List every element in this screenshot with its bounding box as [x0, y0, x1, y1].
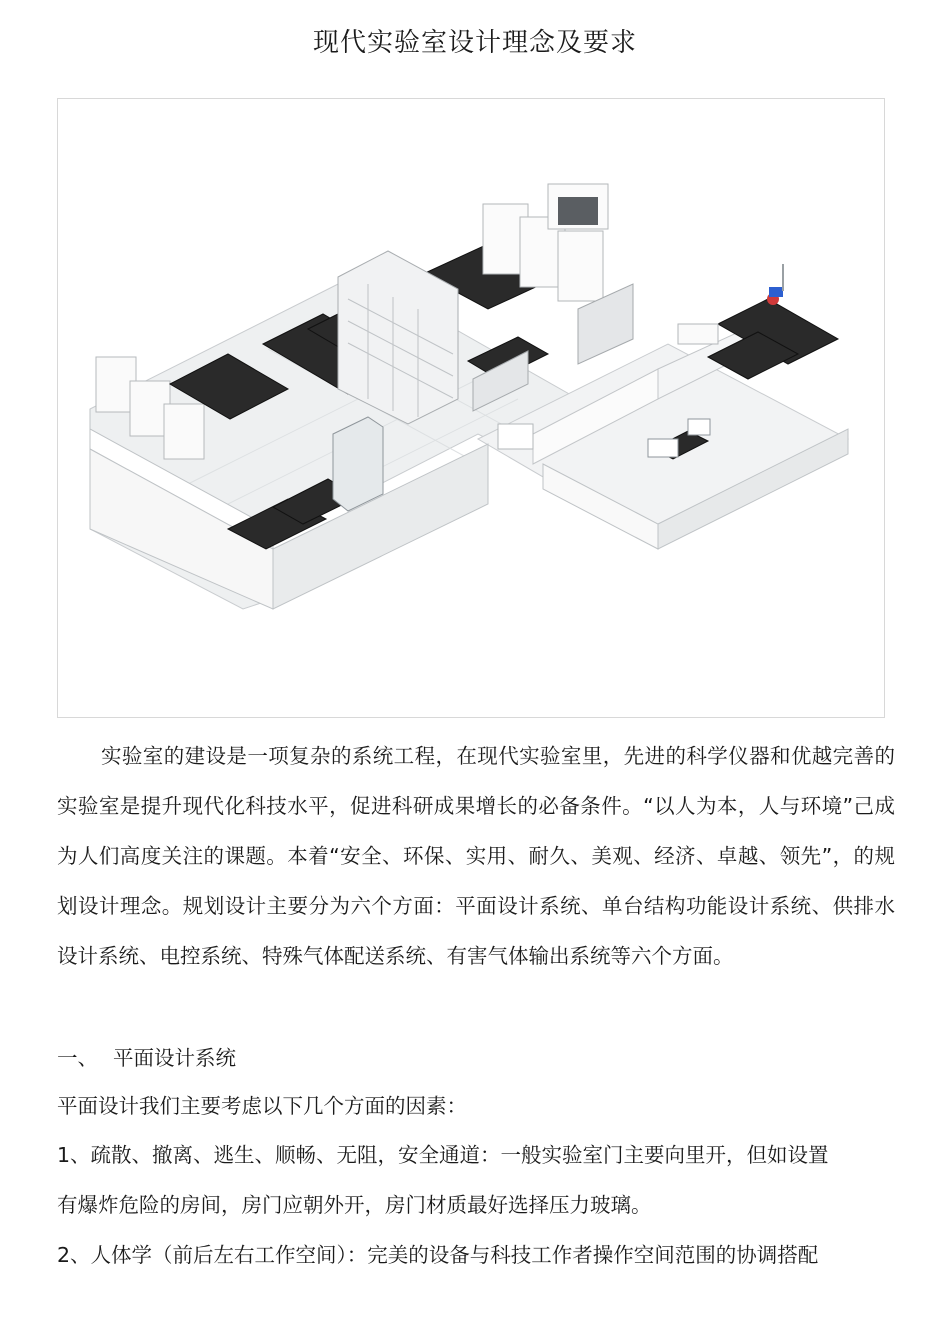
item-1-line-2: 有爆炸危险的房间，房门应朝外开，房门材质最好选择压力玻璃。: [57, 1193, 652, 1217]
section-title: 平面设计系统: [113, 1046, 236, 1070]
page-title: 现代实验室设计理念及要求: [312, 28, 637, 58]
item-1-line-1: 1、疏散、撤离、逃生、顺畅、无阻，安全通道：一般实验室门主要向里开，但如设置: [57, 1143, 829, 1167]
item-2-line-1: 2、人体学（前后左右工作空间）：完美的设备与科技工作者操作空间范围的协调搭配: [57, 1243, 819, 1267]
intro-paragraph: 实验室的建设是一项复杂的系统工程，在现代实验室里，先进的科学仪器和优越完善的实验室是提升现代化科技水平，促进科研成果增长的必备条件。“以人为本，人与环境”己成为人们高度关注的课题。本着“安全、环保、实用、耐久、美观、经济、卓越、领先”，的规划设计理念。规划设计主要分为六个方面：平面设计系统、单台结构功能设计系统、供排水设计系统、电控系统、特殊气体配送系统、有害气体输出系统等六个方面。: [57, 744, 895, 968]
section-heading: [57, 1033, 897, 1083]
section-number: 一、: [57, 1046, 98, 1070]
lead-sentence: 平面设计我们主要考虑以下几个方面的因素：: [57, 1094, 467, 1118]
lab-layout-illustration: [57, 98, 885, 718]
